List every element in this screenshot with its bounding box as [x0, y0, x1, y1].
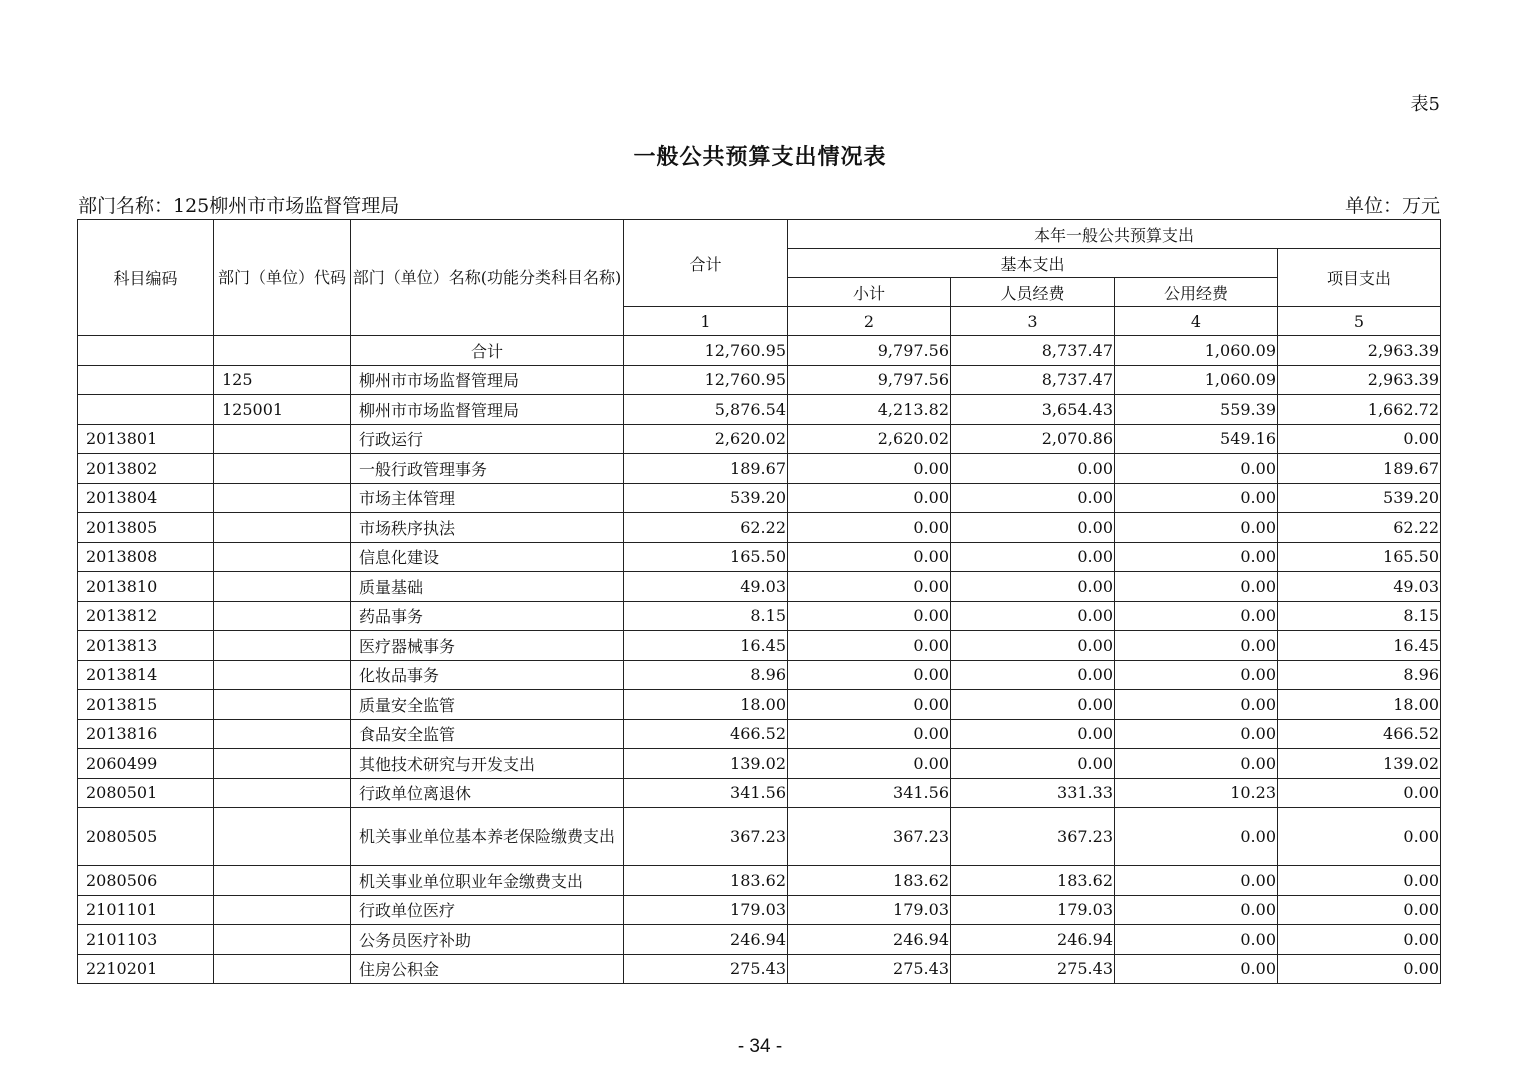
cell-subtotal: 0.00 [788, 542, 951, 572]
cell-dept-code [214, 336, 351, 366]
cell-personnel: 2,070.86 [951, 424, 1115, 454]
cell-name: 行政运行 [351, 424, 624, 454]
cell-name: 柳州市市场监督管理局 [351, 365, 624, 395]
cell-total: 16.45 [624, 631, 788, 661]
budget-expenditure-table [77, 219, 1441, 984]
cell-project: 49.03 [1278, 572, 1441, 602]
table-row [78, 866, 1441, 896]
cell-public: 0.00 [1115, 808, 1278, 866]
cell-project: 2,963.39 [1278, 336, 1441, 366]
cell-total: 12,760.95 [624, 365, 788, 395]
cell-name: 一般行政管理事务 [351, 454, 624, 484]
cell-dept-code [214, 631, 351, 661]
cell-dept-code: 125001 [214, 395, 351, 425]
cell-subtotal: 367.23 [788, 808, 951, 866]
cell-subject-code [78, 365, 214, 395]
table-row [78, 513, 1441, 543]
table-row [78, 395, 1441, 425]
cell-project: 0.00 [1278, 808, 1441, 866]
cell-public: 0.00 [1115, 719, 1278, 749]
cell-total: 139.02 [624, 749, 788, 779]
cell-public: 0.00 [1115, 513, 1278, 543]
cell-total: 2,620.02 [624, 424, 788, 454]
cell-subject-code: 2101103 [78, 925, 214, 955]
cell-project: 0.00 [1278, 895, 1441, 925]
cell-dept-code [214, 954, 351, 984]
page-title: 一般公共预算支出情况表 [633, 144, 887, 170]
header-dept-code: 部门（单位）代码 [214, 220, 351, 336]
table-row [78, 808, 1441, 866]
cell-name: 质量安全监管 [351, 690, 624, 720]
cell-subject-code: 2013810 [78, 572, 214, 602]
cell-subtotal: 0.00 [788, 572, 951, 602]
cell-subject-code: 2013816 [78, 719, 214, 749]
cell-total: 18.00 [624, 690, 788, 720]
cell-public: 549.16 [1115, 424, 1278, 454]
cell-total: 189.67 [624, 454, 788, 484]
cell-personnel: 0.00 [951, 483, 1115, 513]
cell-personnel: 0.00 [951, 631, 1115, 661]
table-number-label: 表5 [1410, 94, 1440, 115]
cell-dept-code [214, 601, 351, 631]
cell-subtotal: 183.62 [788, 866, 951, 896]
header-total: 合计 [624, 220, 788, 307]
table-row [78, 454, 1441, 484]
cell-total: 466.52 [624, 719, 788, 749]
header-col-num: 3 [951, 307, 1115, 336]
cell-project: 0.00 [1278, 424, 1441, 454]
cell-subtotal: 0.00 [788, 513, 951, 543]
cell-personnel: 331.33 [951, 778, 1115, 808]
cell-personnel: 3,654.43 [951, 395, 1115, 425]
cell-subtotal: 0.00 [788, 690, 951, 720]
cell-public: 0.00 [1115, 483, 1278, 513]
cell-project: 62.22 [1278, 513, 1441, 543]
cell-personnel: 8,737.47 [951, 365, 1115, 395]
cell-subtotal: 9,797.56 [788, 365, 951, 395]
cell-personnel: 0.00 [951, 660, 1115, 690]
cell-personnel: 183.62 [951, 866, 1115, 896]
cell-total: 165.50 [624, 542, 788, 572]
cell-personnel: 0.00 [951, 749, 1115, 779]
cell-public: 0.00 [1115, 572, 1278, 602]
cell-project: 0.00 [1278, 778, 1441, 808]
header-project: 项目支出 [1278, 249, 1441, 307]
cell-subject-code [78, 336, 214, 366]
cell-subject-code: 2013804 [78, 483, 214, 513]
cell-dept-code [214, 895, 351, 925]
cell-name: 化妆品事务 [351, 660, 624, 690]
cell-subtotal: 0.00 [788, 483, 951, 513]
department-name-label: 部门名称：125柳州市市场监督管理局 [78, 195, 400, 217]
cell-name: 合计 [351, 336, 624, 366]
cell-subject-code: 2013812 [78, 601, 214, 631]
cell-dept-code [214, 660, 351, 690]
cell-subject-code: 2080501 [78, 778, 214, 808]
cell-public: 0.00 [1115, 895, 1278, 925]
cell-project: 0.00 [1278, 866, 1441, 896]
cell-project: 539.20 [1278, 483, 1441, 513]
cell-project: 1,662.72 [1278, 395, 1441, 425]
cell-personnel: 8,737.47 [951, 336, 1115, 366]
cell-dept-code [214, 749, 351, 779]
cell-total: 367.23 [624, 808, 788, 866]
cell-name: 行政单位离退休 [351, 778, 624, 808]
cell-personnel: 246.94 [951, 925, 1115, 955]
cell-project: 466.52 [1278, 719, 1441, 749]
cell-subject-code: 2210201 [78, 954, 214, 984]
cell-project: 165.50 [1278, 542, 1441, 572]
cell-dept-code [214, 778, 351, 808]
header-dept-name: 部门（单位）名称(功能分类科目名称) [351, 220, 624, 336]
cell-subtotal: 275.43 [788, 954, 951, 984]
table-row [78, 572, 1441, 602]
cell-subtotal: 0.00 [788, 749, 951, 779]
cell-name: 质量基础 [351, 572, 624, 602]
header-subtotal: 小计 [788, 278, 951, 307]
cell-subtotal: 0.00 [788, 660, 951, 690]
cell-personnel: 0.00 [951, 572, 1115, 602]
cell-subject-code: 2013801 [78, 424, 214, 454]
cell-project: 139.02 [1278, 749, 1441, 779]
table-row [78, 424, 1441, 454]
cell-subject-code: 2013808 [78, 542, 214, 572]
cell-name: 信息化建设 [351, 542, 624, 572]
cell-public: 0.00 [1115, 866, 1278, 896]
table-row [78, 631, 1441, 661]
cell-personnel: 0.00 [951, 542, 1115, 572]
table-row [78, 690, 1441, 720]
cell-dept-code [214, 808, 351, 866]
header-subject-code: 科目编码 [78, 220, 214, 336]
cell-subtotal: 0.00 [788, 601, 951, 631]
cell-name: 行政单位医疗 [351, 895, 624, 925]
cell-dept-code [214, 424, 351, 454]
cell-subject-code: 2101101 [78, 895, 214, 925]
cell-personnel: 179.03 [951, 895, 1115, 925]
cell-subject-code: 2013813 [78, 631, 214, 661]
cell-dept-code [214, 454, 351, 484]
cell-dept-code [214, 719, 351, 749]
page-number: - 34 - [737, 1036, 783, 1057]
cell-public: 0.00 [1115, 542, 1278, 572]
cell-public: 0.00 [1115, 454, 1278, 484]
cell-subtotal: 4,213.82 [788, 395, 951, 425]
cell-project: 2,963.39 [1278, 365, 1441, 395]
cell-total: 49.03 [624, 572, 788, 602]
cell-subtotal: 246.94 [788, 925, 951, 955]
cell-dept-code: 125 [214, 365, 351, 395]
unit-label: 单位：万元 [1344, 195, 1440, 217]
cell-total: 539.20 [624, 483, 788, 513]
cell-personnel: 0.00 [951, 719, 1115, 749]
table-row [78, 778, 1441, 808]
cell-name: 公务员医疗补助 [351, 925, 624, 955]
header-public: 公用经费 [1115, 278, 1278, 307]
cell-personnel: 0.00 [951, 454, 1115, 484]
cell-personnel: 0.00 [951, 601, 1115, 631]
cell-project: 8.96 [1278, 660, 1441, 690]
header-col-num: 2 [788, 307, 951, 336]
cell-subtotal: 179.03 [788, 895, 951, 925]
header-col-num: 1 [624, 307, 788, 336]
cell-total: 341.56 [624, 778, 788, 808]
cell-public: 1,060.09 [1115, 365, 1278, 395]
cell-subject-code: 2013815 [78, 690, 214, 720]
cell-public: 0.00 [1115, 749, 1278, 779]
cell-name: 住房公积金 [351, 954, 624, 984]
cell-dept-code [214, 513, 351, 543]
cell-total: 8.96 [624, 660, 788, 690]
cell-dept-code [214, 925, 351, 955]
cell-public: 1,060.09 [1115, 336, 1278, 366]
cell-project: 16.45 [1278, 631, 1441, 661]
cell-project: 189.67 [1278, 454, 1441, 484]
cell-subtotal: 0.00 [788, 631, 951, 661]
header-col-num: 5 [1278, 307, 1441, 336]
table-row [78, 601, 1441, 631]
table-row [78, 719, 1441, 749]
table-row [78, 895, 1441, 925]
cell-total: 275.43 [624, 954, 788, 984]
cell-subject-code: 2080506 [78, 866, 214, 896]
cell-subject-code: 2013805 [78, 513, 214, 543]
cell-total: 62.22 [624, 513, 788, 543]
cell-subtotal: 0.00 [788, 719, 951, 749]
table-row [78, 660, 1441, 690]
cell-subtotal: 0.00 [788, 454, 951, 484]
cell-subtotal: 341.56 [788, 778, 951, 808]
cell-personnel: 0.00 [951, 690, 1115, 720]
cell-dept-code [214, 572, 351, 602]
cell-subject-code: 2060499 [78, 749, 214, 779]
cell-public: 0.00 [1115, 925, 1278, 955]
cell-personnel: 0.00 [951, 513, 1115, 543]
cell-public: 0.00 [1115, 954, 1278, 984]
cell-personnel: 367.23 [951, 808, 1115, 866]
cell-subtotal: 9,797.56 [788, 336, 951, 366]
header-personnel: 人员经费 [951, 278, 1115, 307]
cell-name: 市场主体管理 [351, 483, 624, 513]
cell-total: 246.94 [624, 925, 788, 955]
cell-subject-code: 2080505 [78, 808, 214, 866]
cell-public: 0.00 [1115, 601, 1278, 631]
cell-public: 10.23 [1115, 778, 1278, 808]
cell-name: 药品事务 [351, 601, 624, 631]
cell-subject-code: 2013814 [78, 660, 214, 690]
cell-personnel: 275.43 [951, 954, 1115, 984]
cell-name: 医疗器械事务 [351, 631, 624, 661]
cell-subtotal: 2,620.02 [788, 424, 951, 454]
table-row [78, 954, 1441, 984]
header-group: 本年一般公共预算支出 [788, 220, 1441, 249]
cell-project: 0.00 [1278, 925, 1441, 955]
cell-project: 8.15 [1278, 601, 1441, 631]
cell-subject-code: 2013802 [78, 454, 214, 484]
table-row [78, 483, 1441, 513]
cell-dept-code [214, 542, 351, 572]
cell-project: 0.00 [1278, 954, 1441, 984]
cell-dept-code [214, 483, 351, 513]
cell-public: 0.00 [1115, 631, 1278, 661]
cell-total: 179.03 [624, 895, 788, 925]
table-row [78, 542, 1441, 572]
table-row [78, 336, 1441, 366]
cell-name: 机关事业单位职业年金缴费支出 [351, 866, 624, 896]
cell-total: 183.62 [624, 866, 788, 896]
cell-name: 柳州市市场监督管理局 [351, 395, 624, 425]
cell-dept-code [214, 866, 351, 896]
cell-public: 0.00 [1115, 660, 1278, 690]
cell-project: 18.00 [1278, 690, 1441, 720]
cell-public: 0.00 [1115, 690, 1278, 720]
cell-subject-code [78, 395, 214, 425]
table-row [78, 749, 1441, 779]
cell-name: 食品安全监管 [351, 719, 624, 749]
table-row [78, 925, 1441, 955]
table-row [78, 365, 1441, 395]
cell-total: 8.15 [624, 601, 788, 631]
cell-public: 559.39 [1115, 395, 1278, 425]
header-basic: 基本支出 [788, 249, 1278, 278]
header-col-num: 4 [1115, 307, 1278, 336]
cell-name: 市场秩序执法 [351, 513, 624, 543]
cell-total: 12,760.95 [624, 336, 788, 366]
cell-name: 机关事业单位基本养老保险缴费支出 [351, 808, 624, 866]
cell-dept-code [214, 690, 351, 720]
cell-total: 5,876.54 [624, 395, 788, 425]
cell-name: 其他技术研究与开发支出 [351, 749, 624, 779]
